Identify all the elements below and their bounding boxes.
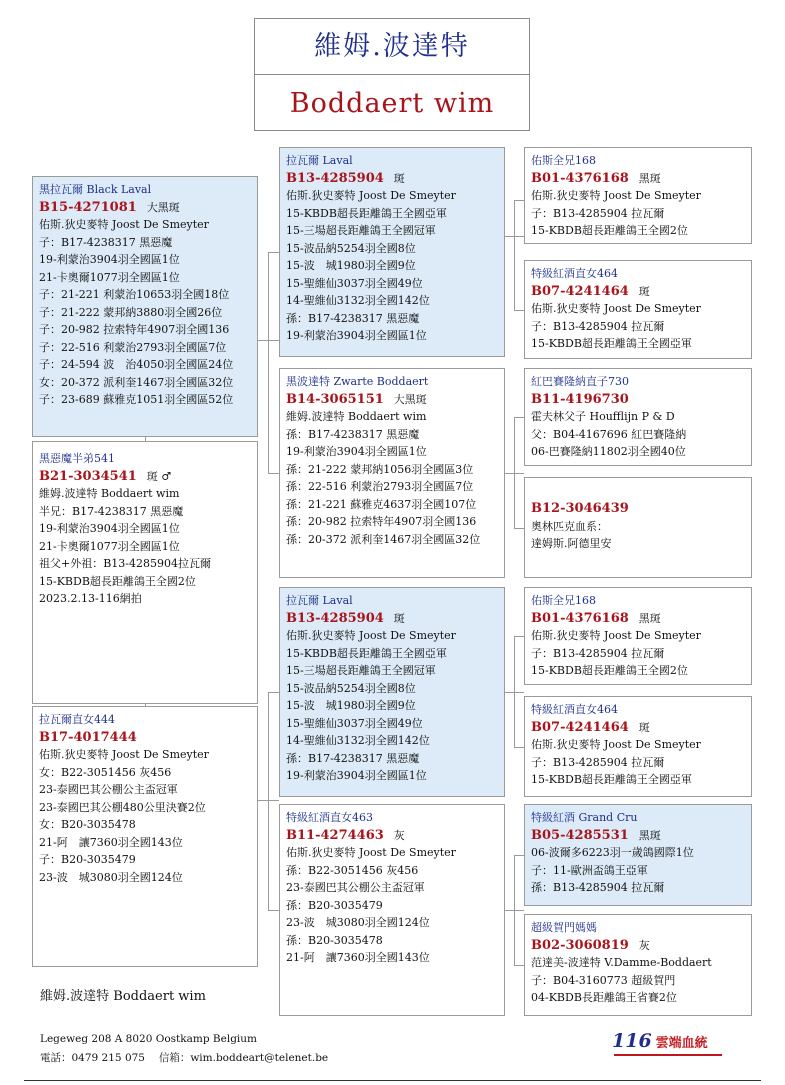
pedigree-line: 2023.2.13-116網拍	[39, 592, 142, 605]
pedigree-line: 女：B22-3051456 灰456	[39, 765, 172, 779]
ring-number: B07-4241464	[531, 719, 629, 735]
ring-number-row	[531, 827, 745, 845]
ring-number-row	[286, 827, 498, 845]
pedigree-line: 15-KBDB超長距離鴿王全國亞軍	[286, 646, 447, 660]
connector	[268, 252, 279, 253]
pedigree-line: 子：B13-4285904 拉瓦爾	[531, 755, 665, 769]
feather-color: 黑斑	[638, 171, 661, 185]
pedigree-title	[254, 18, 530, 131]
logo-number: 116	[612, 1030, 652, 1052]
feather-color: 灰	[393, 828, 405, 842]
connector	[514, 855, 515, 965]
ring-number-row	[531, 391, 745, 409]
pedigree-line: 佑斯.狄史麥特 Joost De Smeyter	[286, 629, 456, 642]
feather-color: 大黑斑	[146, 200, 180, 214]
ring-number: B07-4241464	[531, 283, 629, 299]
pedigree-line: 19-利蒙治3904羽全國區1位	[39, 522, 180, 535]
pedigree-line: 佑斯.狄史麥特 Joost De Smeyter	[531, 189, 701, 202]
pigeon-name: 佑斯全兄168	[531, 594, 596, 607]
pedigree-line: 19-利蒙治3904羽全國區1位	[286, 329, 427, 342]
pedigree-line: 23-泰國巴其公棚公主盃冠軍	[286, 881, 425, 894]
feather-color: 斑	[638, 284, 650, 298]
feather-color: 大黑斑	[393, 392, 427, 406]
connector	[268, 252, 269, 473]
pedigree-line: 21-阿 讓7360羽全國143位	[39, 835, 183, 849]
ring-number-row	[531, 170, 745, 188]
ring-number-row	[531, 719, 745, 737]
pedigree-line: 子：B13-4285904 拉瓦爾	[531, 646, 665, 660]
pigeon-name: 特級紅酒 Grand Cru	[531, 811, 638, 824]
pedigree-line: 15-聖維仙3037羽全國49位	[286, 716, 423, 730]
pedigree-line: 19-利蒙治3904羽全國區1位	[39, 253, 180, 266]
feather-color: 斑 ♂	[146, 469, 172, 483]
sire-card[interactable]	[32, 176, 258, 437]
ring-number-row	[531, 500, 745, 518]
pedigree-line: 21-卡奧爾1077羽全國區1位	[39, 539, 180, 553]
pedigree-line: 21-阿 讓7360羽全國143位	[286, 951, 430, 964]
connector	[514, 200, 524, 201]
pigeon-name: 拉瓦爾直女444	[39, 713, 115, 726]
pedigree-line: 父：B04-4167696 紅巴賽隆納	[531, 427, 687, 441]
logo-text: 雲端血統	[655, 1036, 708, 1051]
pedigree-line: 奧林匹克血系：	[531, 519, 608, 533]
pedigree-line: 23-泰國巴其公棚公主盃冠軍	[39, 783, 178, 796]
connector	[514, 417, 524, 418]
connector	[514, 747, 524, 748]
pedigree-line: 女：B20-3035478	[39, 818, 136, 831]
pedigree-line: 孫：20-982 拉索特年4907羽全國136	[286, 515, 477, 528]
pedigree-line: 孫：B22-3051456 灰456	[286, 863, 419, 877]
pedigree-line: 孫：B20-3035479	[286, 898, 383, 912]
pedigree-line: 子：22-516 利蒙治2793羽全國區7位	[39, 340, 227, 354]
dam-dam-card[interactable]	[279, 804, 505, 1016]
connector	[514, 417, 515, 528]
pedigree-line: 子：B17-4238317 黑惡魔	[39, 235, 173, 249]
pedigree-line: 子：24-594 波 治4050羽全國區24位	[39, 358, 234, 371]
breeder-address: Legeweg 208 A 8020 Oostkamp Belgium	[40, 1033, 258, 1045]
pigeon-name: 拉瓦爾 Laval	[286, 154, 353, 167]
ring-number-row	[531, 937, 745, 955]
ring-number: B05-4285531	[531, 827, 629, 843]
pedigree-line: 佑斯.狄史麥特 Joost De Smeyter	[531, 302, 701, 315]
pedigree-line: 15-波品納5254羽全國8位	[286, 681, 416, 695]
pedigree-line: 子：11-歐洲盃鴿王亞軍	[531, 863, 648, 877]
dam-sire-sire-card[interactable]	[524, 587, 752, 685]
pedigree-line: 孫：B17-4238317 黑惡魔	[286, 751, 420, 765]
pedigree-line: 佑斯.狄史麥特 Joost De Smeyter	[286, 846, 456, 859]
subject-card[interactable]	[32, 441, 258, 704]
pedigree-line: 子：20-982 拉索特年4907羽全國136	[39, 323, 230, 336]
pedigree-line: 15-波 城1980羽全國9位	[286, 699, 416, 712]
connector	[268, 473, 279, 474]
pedigree-line: 15-三場超長距離鴿王全國冠軍	[286, 224, 436, 237]
pedigree-line: 子：B04-3160773 超級賀門	[531, 973, 676, 987]
ring-number-row	[286, 610, 498, 628]
ring-number-row	[39, 199, 251, 217]
ring-number: B12-3046439	[531, 501, 629, 516]
pigeon-name: 拉瓦爾 Laval	[286, 594, 353, 607]
pedigree-line: 孫：B17-4238317 黑惡魔	[286, 311, 420, 325]
sire-dam-sire-card[interactable]	[524, 368, 752, 466]
pedigree-line: 佑斯.狄史麥特 Joost De Smeyter	[286, 189, 456, 202]
pedigree-line: 佑斯.狄史麥特 Joost De Smeyter	[39, 748, 209, 761]
pedigree-line: 佑斯.狄史麥特 Joost De Smeyter	[39, 218, 209, 231]
feather-color: 黑斑	[638, 611, 661, 625]
dam-card[interactable]	[32, 706, 258, 967]
pedigree-line: 15-波品納5254羽全國8位	[286, 241, 416, 255]
connector	[514, 636, 524, 637]
ring-number: B14-3065151	[286, 391, 384, 407]
dam-dam-sire-card[interactable]	[524, 804, 752, 906]
ring-number: B11-4196730	[531, 391, 629, 407]
pedigree-line: 孫：B17-4238317 黑惡魔	[286, 427, 420, 441]
connector	[514, 528, 524, 529]
connector	[514, 855, 524, 856]
ring-number-row	[39, 729, 251, 747]
pedigree-line: 14-聖維仙3132羽全國142位	[286, 734, 430, 747]
pedigree-line: 04-KBDB長距離鴿王省賽2位	[531, 991, 677, 1004]
ring-number: B11-4274463	[286, 827, 384, 843]
pedigree-line: 23-泰國巴其公棚480公里決賽2位	[39, 800, 206, 814]
pedigree-line: 孫：21-222 蒙邦納1056羽全國區3位	[286, 462, 474, 476]
pedigree-line: 維姆.波達特 Boddaert wim	[39, 487, 180, 500]
footer-rule	[24, 1080, 761, 1081]
pedigree-line: 祖父+外祖：B13-4285904拉瓦爾	[39, 557, 212, 570]
pedigree-line: 子：B20-3035479	[39, 853, 136, 866]
ring-number: B13-4285904	[286, 170, 384, 186]
pedigree-line: 半兄：B17-4238317 黑惡魔	[39, 504, 184, 518]
title-english: Boddaert wim	[289, 88, 495, 119]
pedigree-line: 維姆.波達特 Boddaert wim	[286, 410, 427, 423]
pedigree-line: 15-波 城1980羽全國9位	[286, 259, 416, 272]
pedigree-line: 佑斯.狄史麥特 Joost De Smeyter	[531, 738, 701, 751]
pedigree-line: 佑斯.狄史麥特 Joost De Smeyter	[531, 629, 701, 642]
pedigree-line: 孫：22-516 利蒙治2793羽全國區7位	[286, 480, 474, 493]
pedigree-line: 子：21-221 利蒙治10653羽全國18位	[39, 288, 230, 301]
pedigree-line: 19-利蒙治3904羽全國區1位	[286, 445, 427, 458]
dam-sire-card[interactable]	[279, 587, 505, 797]
ring-number: B13-4285904	[286, 610, 384, 626]
ring-number-row	[531, 610, 745, 628]
feather-color: 斑	[638, 720, 650, 734]
feather-color: 黑斑	[638, 828, 661, 842]
pedigree-line: 達姆斯.阿德里安	[531, 537, 612, 550]
ring-number: B02-3060819	[531, 937, 629, 953]
pedigree-line: 孫：B13-4285904 拉瓦爾	[531, 881, 665, 894]
sire-sire-sire-card[interactable]	[524, 147, 752, 244]
pedigree-line: 子：B13-4285904 拉瓦爾	[531, 206, 665, 220]
breeder-contact: 電話：0479 215 075 信箱：wim.boddeart@telenet.be	[40, 1052, 329, 1064]
pedigree-line: 女：20-372 派利奎1467羽全國區32位	[39, 375, 234, 389]
pigeon-name: 特級紅酒直女463	[286, 811, 373, 824]
ring-number: B21-3034541	[39, 468, 137, 484]
connector	[514, 636, 515, 747]
pigeon-name: 黑惡魔半弟541	[39, 452, 115, 465]
connector	[268, 910, 279, 911]
pedigree-line: 14-聖維仙3132羽全國142位	[286, 294, 430, 307]
sire-dam-card[interactable]	[279, 368, 505, 578]
ring-number-row	[531, 283, 745, 301]
pedigree-line: 霍夫林父子 Houfflijn P & D	[531, 410, 675, 423]
pigeon-name: 特級紅酒直女464	[531, 267, 618, 280]
pedigree-line: 23-波 城3080羽全國124位	[39, 870, 183, 884]
ring-number: B17-4017444	[39, 729, 137, 745]
pigeon-name: 特級紅酒直女464	[531, 703, 618, 716]
pedigree-line: 15-三場超長距離鴿王全國冠軍	[286, 664, 436, 677]
sire-sire-dam-card[interactable]	[524, 260, 752, 359]
pedigree-line: 21-卡奧爾1077羽全國區1位	[39, 270, 180, 284]
pedigree-line: 子：23-689 蘇雅克1051羽全國區52位	[39, 393, 234, 406]
pedigree-line: 孫：21-221 蘇雅克4637羽全國107位	[286, 497, 477, 511]
connector	[514, 310, 524, 311]
pedigree-line: 15-KBDB超長距離鴿王全國2位	[39, 574, 196, 588]
logo-swoosh	[614, 1054, 722, 1056]
pigeon-name: 佑斯全兄168	[531, 154, 596, 167]
pedigree-line: 15-KBDB超長距離鴿王全國2位	[531, 224, 688, 237]
ring-number-row	[286, 391, 498, 409]
title-chinese: 維姆.波達特	[255, 19, 529, 75]
pigeon-name: 紅巴賽隆納直子730	[531, 375, 629, 388]
connector	[268, 692, 269, 910]
sire-sire-card[interactable]	[279, 147, 505, 357]
pedigree-line: 范達美-波達特 V.Damme-Boddaert	[531, 956, 712, 969]
pedigree-line: 06-波爾多6223羽一歲鴿國際1位	[531, 846, 694, 859]
pedigree-line: 19-利蒙治3904羽全國區1位	[286, 769, 427, 782]
pedigree-line: 子：21-222 蒙邦納3880羽全國26位	[39, 305, 223, 319]
pigeon-name: 黑拉瓦爾 Black Laval	[39, 183, 152, 196]
pedigree-line: 子：B13-4285904 拉瓦爾	[531, 319, 665, 333]
feather-color: 斑	[393, 171, 405, 185]
dam-sire-dam-card[interactable]	[524, 696, 752, 797]
pedigree-line: 孫：20-372 派利奎1467羽全國區32位	[286, 532, 481, 546]
pedigree-line: 23-波 城3080羽全國124位	[286, 916, 430, 929]
breeder-name: 維姆.波達特 Boddaert wim	[40, 989, 206, 1004]
connector	[514, 965, 524, 966]
brand-logo	[612, 1030, 708, 1052]
ring-number: B15-4271081	[39, 199, 137, 215]
pedigree-line: 15-KBDB超長距離鴿王全國2位	[531, 664, 688, 677]
pigeon-name: 超級賀門媽媽	[531, 921, 597, 934]
pedigree-line: 15-KBDB超長距離鴿王全國亞軍	[286, 206, 447, 220]
pedigree-line: 06-巴賽隆納11802羽全國40位	[531, 445, 686, 458]
ring-number: B01-4376168	[531, 610, 629, 626]
dam-dam-dam-card[interactable]	[524, 914, 752, 1016]
pedigree-line: 15-聖維仙3037羽全國49位	[286, 276, 423, 290]
feather-color: 灰	[638, 938, 650, 952]
ring-number-row	[286, 170, 498, 188]
pedigree-line: 15-KBDB超長距離鴿王全國亞軍	[531, 337, 692, 350]
pigeon-name: 黑波達特 Zwarte Boddaert	[286, 375, 429, 388]
pedigree-line: 孫：B20-3035478	[286, 933, 383, 947]
feather-color: 斑	[393, 611, 405, 625]
connector	[514, 200, 515, 310]
ring-number: B01-4376168	[531, 170, 629, 186]
ring-number-row	[39, 468, 251, 486]
connector	[268, 692, 279, 693]
sire-dam-dam-card[interactable]	[524, 477, 752, 578]
pedigree-line: 15-KBDB超長距離鴿王全國亞軍	[531, 773, 692, 786]
